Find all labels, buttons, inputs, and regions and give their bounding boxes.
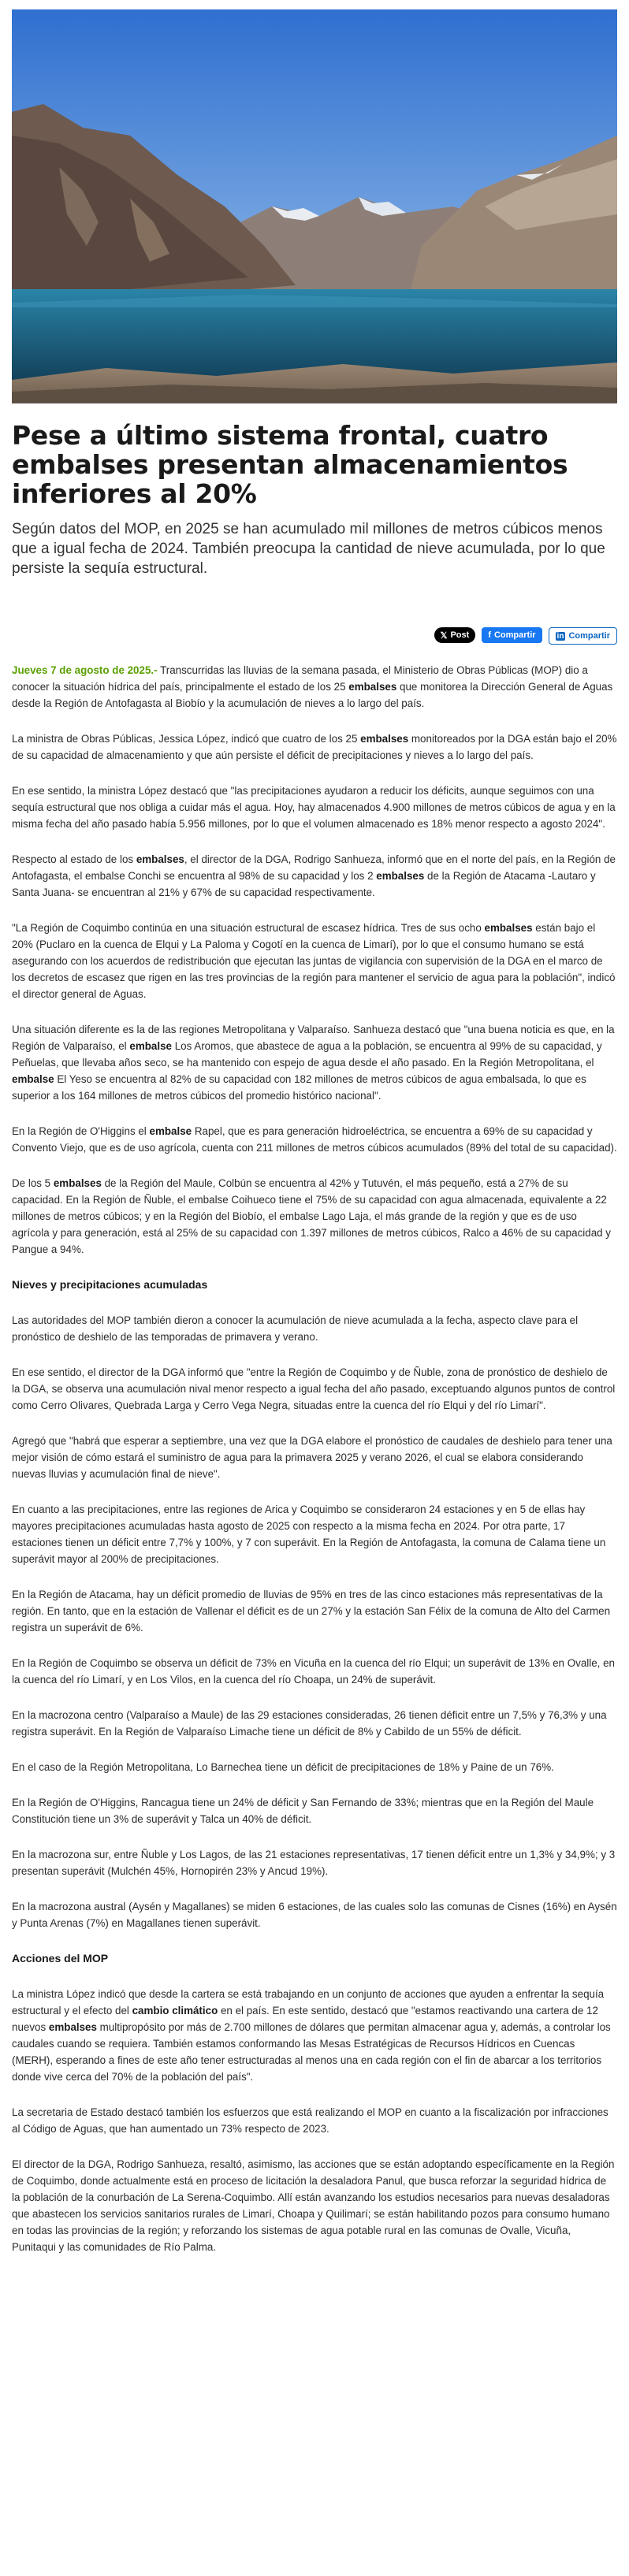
paragraph-19: En la macrozona austral (Aysén y Magallanes) se miden 6 estaciones, de las cuales solo las comunas de Cisnes (16%) en Aysén y Punta Arenas (7%) en Magallanes tienen superávit.: [12, 1901, 617, 1929]
keyword-link[interactable]: embalse: [149, 1125, 192, 1137]
keyword-link[interactable]: embalses: [360, 733, 409, 745]
paragraph-13: En la Región de Atacama, hay un déficit promedio de lluvias de 95% en tres de las cinco estaciones más representativas de la región. En tanto, que en la estación de Vallenar el déficit es de un 27% y la estación San Félix de la comuna de Alto del Carmen registra un superávit de 6%.: [12, 1589, 611, 1634]
paragraph-12: En cuanto a las precipitaciones, entre las regiones de Arica y Coquimbo se consideraron 24 estaciones y en 5 de ellas hay mayores precipitaciones acumuladas hasta agosto de 2025 con respecto a la misma fecha en 2024. Por otra parte, 17 estaciones tienen un déficit entre 7,7% y 100%, y 7 con superávit. En la Región de Antofagasta, la comuna de Calama tiene un superávit mayor al 200% de precipitaciones.: [12, 1504, 606, 1565]
article-body: [12, 662, 617, 2255]
paragraph-2: La ministra de Obras Públicas, Jessica López, indicó que cuatro de los 25 embalses monitoreados por la DGA están bajo el 20% de su capacidad de almacenamiento y que aún persiste el déficit de precipitaciones y nieves a lo largo del país.: [12, 733, 617, 761]
linkedin-icon: in: [556, 631, 564, 641]
hero-image: [12, 9, 617, 403]
keyword-link[interactable]: embalses: [53, 1177, 102, 1189]
share-bar: [12, 627, 617, 645]
keyword-link[interactable]: embalses: [136, 853, 184, 865]
keyword-link[interactable]: embalse: [129, 1040, 172, 1052]
x-logo-icon: 𝕏: [440, 630, 448, 641]
paragraph-14: En la Región de Coquimbo se observa un déficit de 73% en Vicuña en la cuenca del río Elqui; un superávit de 13% en Ovalle, en la cuenca del río Limarí, y en Los Vilos, en la cuenca del río Choapa, un 24% de superávit.: [12, 1657, 615, 1686]
share-x-label: Post: [450, 630, 470, 640]
subheading-acciones: Acciones del MOP: [12, 1952, 109, 1965]
share-linkedin-button[interactable]: [549, 627, 617, 645]
paragraph-16: En el caso de la Región Metropolitana, Lo Barnechea tiene un déficit de precipitaciones de 18% y Paine de un 76%.: [12, 1761, 554, 1773]
keyword-link[interactable]: cambio climático: [132, 2005, 218, 2017]
facebook-icon: f: [488, 630, 491, 640]
paragraph-7: En la Región de O'Higgins el embalse Rapel, que es para generación hidroeléctrica, se encuentra a 69% de su capacidad y Convento Viejo, que es de uso agrícola, cuenta con 211 millones de metros cúbicos acumulados (89% del total de su capacidad).: [12, 1125, 617, 1154]
paragraph-1: Jueves 7 de agosto de 2025.- Transcurridas las lluvias de la semana pasada, el Ministerio de Obras Públicas (MOP) dio a conocer la situación hídrica del país, principalmente el estado de los 25 embalses que monitorea la Dirección General de Aguas desde la Región de Antofagasta al Biobío y la acumulación de nieves a lo largo del país.: [12, 664, 613, 709]
paragraph-17: En la Región de O'Higgins, Rancagua tiene un 24% de déficit y San Fernando de 33%; mientras que en la Región del Maule Constitución tiene un 3% de superávit y Talca un 40% de déficit.: [12, 1797, 594, 1825]
paragraph-11: Agregó que "habrá que esperar a septiembre, una vez que la DGA elabore el pronóstico de caudales de deshielo para tener una mejor visión de cómo estará el suministro de agua para la primavera 2025 y verano 2026, el cual se elabora considerando nuevas lluvias y acumulación final de nieve".: [12, 1435, 612, 1480]
share-x-button[interactable]: [434, 627, 476, 643]
paragraph-8: De los 5 embalses de la Región del Maule, Colbún se encuentra al 42% y Tutuvén, el más pequeño, está a 27% de su capacidad. En la Región de Ñuble, el embalse Coihueco tiene el 75% de su capacidad con agua almacenada, equivalente a 22 millones de metros cúbicos; y en la Región del Biobío, el embalse Lago Laja, el más grande de la región y que es de uso agrícola y para generación, está al 25% de su capacidad con 1.397 millones de metros cúbicos, Ralco a 46% de su capacidad y Pangue a 94%.: [12, 1177, 612, 1255]
share-facebook-label: Compartir: [493, 630, 536, 640]
paragraph-10: En ese sentido, el director de la DGA informó que "entre la Región de Coquimbo y de Ñuble, zona de pronóstico de deshielo de la DGA, se observa una acumulación nival menor respecto a igual fecha del año pasado, exceptuando algunos puntos de control como Cerro Olivares, Quebrada Larga y Cerro Vega Negra, situadas entre la cuenca del río Elqui y del río Limarí".: [12, 1366, 616, 1411]
keyword-link[interactable]: embalse: [12, 1073, 54, 1085]
paragraph-9: Las autoridades del MOP también dieron a conocer la acumulación de nieve acumulada a la fecha, aspecto clave para el pronóstico de deshielo de las temporadas de primavera y verano.: [12, 1314, 579, 1343]
paragraph-21: La secretaria de Estado destacó también los esfuerzos que está realizando el MOP en cuanto a la fiscalización por infracciones al Código de Aguas, que han aumentado un 73% respecto de 2023.: [12, 2106, 609, 2135]
paragraph-15: En la macrozona centro (Valparaíso a Maule) de las 29 estaciones consideradas, 26 tienen déficit entre un 7,5% y 76,3% y una registra superávit. En la Región de Valparaíso Limache tiene un déficit de 8% y Cabildo de un 55% de déficit.: [12, 1709, 607, 1738]
paragraph-5: "La Región de Coquimbo continúa en una situación estructural de escasez hídrica. Tres de sus ocho embalses están bajo el 20% (Puclaro en la cuenca de Elqui y La Paloma y Cogotí en la cuenca de Limarí), por lo que el consumo humano se está asegurando con los acuerdos de redistribución que ejecutan las juntas de vigilancia con supervisión de la DGA en el marco de los decretos de escasez que rigen en las tres provincias de la región para mantener el servicio de agua para la población", indicó el director general de Aguas.: [12, 922, 616, 1000]
share-facebook-button[interactable]: [482, 627, 542, 643]
subheading-nieves: Nieves y precipitaciones acumuladas: [12, 1278, 208, 1291]
paragraph-22: El director de la DGA, Rodrigo Sanhueza, resaltó, asimismo, las acciones que se están adoptando específicamente en la Región de Coquimbo, donde actualmente está en proceso de licitación la desaladora Panul, que busca reforzar la seguridad hídrica de la población de la conurbación de La Serena-Coquimbo. Allí están avanzando los estudios necesarios para nuevas desaladoras que abastecen los servicios sanitarios rurales de Limarí, Choapa y Quilimarí; se están habilitando pozos para consumo humano en todas las provincias de la región; y reforzando los sistemas de agua potable rural en las comunas de Ovalle, Vicuña, Punitaqui y las comunidades de Río Palma.: [12, 2158, 615, 2253]
article-page: [12, 0, 617, 2279]
keyword-link[interactable]: embalses: [48, 2021, 97, 2033]
paragraph-20: La ministra López indicó que desde la cartera se está trabajando en un conjunto de acciones que ayuden a enfrentar la sequía estructural y el efecto del cambio climático en el país. En este sentido, destacó que "estamos reactivando una cartera de 12 nuevos embalses multipropósito por más de 2.700 millones de dólares que permitan almacenar agua y, además, a controlar los caudales cuando se requiera. También estamos conformando las Mesas Estratégicas de Recursos Hídricos en Cuencas (MERH), esperando a fines de este año tener estructuradas al menos una en cada región con el fin de abarcar a los territorios donde vive cerca del 70% de la población del país".: [12, 1988, 611, 2083]
article-lead: Según datos del MOP, en 2025 se han acumulado mil millones de metros cúbicos menos que a igual fecha de 2024. También preocupa la cantidad de nieve acumulada, por lo que persiste la sequía estructural.: [12, 521, 605, 577]
article-date: Jueves 7 de agosto de 2025.-: [12, 664, 158, 676]
keyword-link[interactable]: embalses: [484, 922, 533, 934]
keyword-link[interactable]: embalses: [376, 870, 425, 882]
keyword-link[interactable]: embalses: [348, 681, 397, 693]
share-linkedin-label: Compartir: [568, 631, 610, 641]
paragraph-6: Una situación diferente es la de las regiones Metropolitana y Valparaíso. Sanhueza destacó que "una buena noticia es que, en la Región de Valparaíso, el embalse Los Aromos, que abastece de agua a la población, se encuentra al 99% de su capacidad, y Peñuelas, que llevaba años seco, se ha mantenido con espejo de agua desde el año pasado. En la Región Metropolitana, el embalse El Yeso se encuentra al 82% de su capacidad con 182 millones de metros cúbicos de agua embalsada, lo que es superior a los 164 millones de metros cúbicos del promedio histórico nacional".: [12, 1024, 615, 1102]
paragraph-18: En la macrozona sur, entre Ñuble y Los Lagos, de las 21 estaciones representativas, 17 tienen déficit entre un 1,3% y 34,9%; y 3 presentan superávit (Mulchén 45%, Hornopirén 23% y Ancud 19%).: [12, 1849, 616, 1877]
article-title: Pese a último sistema frontal, cuatro embalses presentan almacenamientos inferiores al 20%: [12, 420, 568, 509]
reservoir-landscape-image: [12, 9, 617, 403]
paragraph-3: En ese sentido, la ministra López destacó que "las precipitaciones ayudaron a reducir los déficits, aunque seguimos con una sequía estructural que nos obliga a cuidar más el agua. Hoy, hay almacenados 4.900 millones de metros cúbicos de agua y en la misma fecha del año pasado había 5.956 millones, por lo que el volumen almacenado es 18% menor respecto a agosto 2024".: [12, 785, 616, 830]
paragraph-4: Respecto al estado de los embalses, el director de la DGA, Rodrigo Sanhueza, informó que en el norte del país, en la Región de Antofagasta, el embalse Conchi se encuentra al 98% de su capacidad y los 2 embalses de la Región de Atacama -Lautaro y Santa Juana- se encuentran al 21% y 67% de su capacidad respectivamente.: [12, 853, 616, 898]
